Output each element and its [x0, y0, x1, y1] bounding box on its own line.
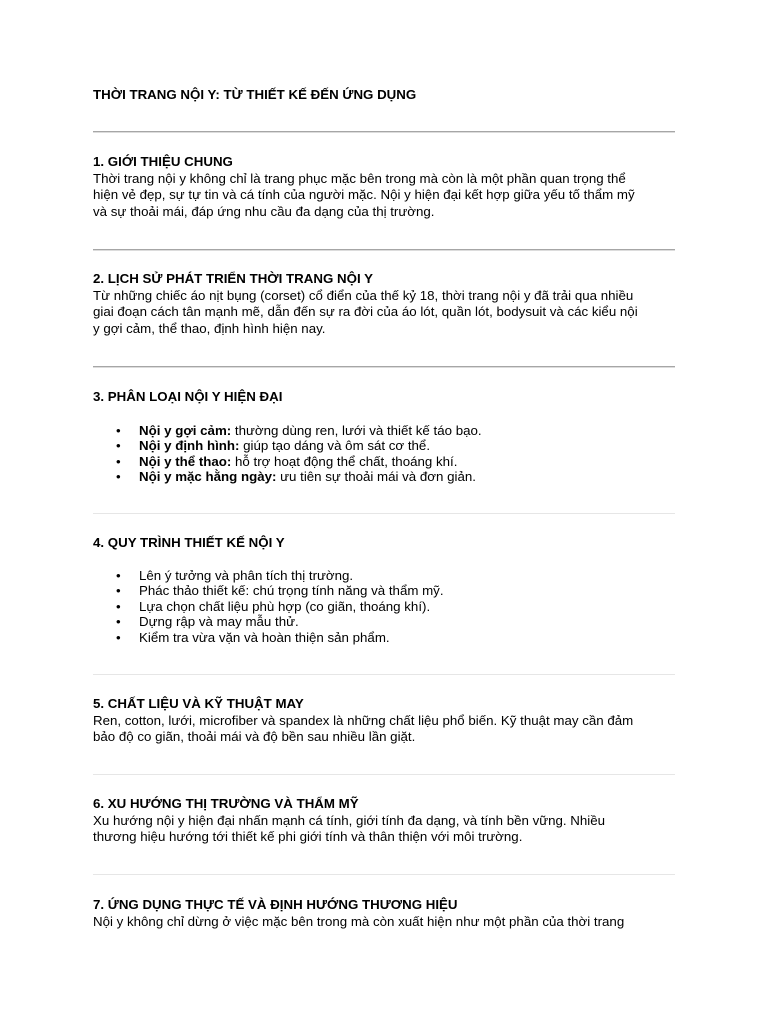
list-item-text: hỗ trợ hoạt động thể chất, thoáng khí. [231, 453, 458, 469]
list-item: • Lựa chọn chất liệu phù hợp (co giãn, thoáng khí). [93, 599, 676, 615]
paragraph-line: giai đoạn cách tân mạnh mẽ, dẫn đến sự ra đời của áo lót, quần lót, bodysuit và các kiểu nội [93, 304, 638, 320]
section-heading: 6. XU HƯỚNG THỊ TRƯỜNG VÀ THẨM MỸ [93, 796, 359, 811]
list-item [93, 454, 676, 470]
section-classification [93, 389, 676, 485]
section-materials [93, 696, 676, 746]
list-item [93, 469, 676, 485]
list-item-term: Nội y định hình: [139, 438, 240, 454]
section-paragraph [93, 171, 676, 221]
section-introduction [93, 154, 676, 220]
section-paragraph [93, 713, 676, 746]
document-title: THỜI TRANG NỘI Y: TỪ THIẾT KẾ ĐẾN ỨNG DỤNG [93, 87, 417, 102]
divider [93, 249, 675, 251]
divider [93, 366, 675, 368]
paragraph-line: Xu hướng nội y hiện đại nhấn mạnh cá tính, giới tính đa dạng, và tính bền vững. Nhiều [93, 812, 606, 828]
list-item: • Phác thảo thiết kế: chú trọng tính năng và thẩm mỹ. [93, 583, 676, 599]
paragraph-line: y gợi cảm, thể thao, định hình hiện nay. [93, 320, 326, 336]
section-paragraph [93, 288, 676, 338]
divider [93, 874, 675, 875]
list-item: • Kiểm tra vừa vặn và hoàn thiện sản phẩm. [93, 630, 676, 646]
list-item-term: Nội y mặc hằng ngày: [139, 469, 277, 485]
section-heading: 5. CHẤT LIỆU VÀ KỸ THUẬT MAY [93, 696, 304, 711]
divider [93, 774, 675, 775]
section-paragraph [93, 914, 676, 931]
list-item-text: ưu tiên sự thoải mái và đơn giản. [276, 469, 476, 485]
list-item-term: Nội y thể thao: [139, 453, 232, 469]
list-item: • Dựng rập và may mẫu thử. [93, 614, 676, 630]
list-item-text: giúp tạo dáng và ôm sát cơ thể. [239, 438, 431, 454]
section-heading: 3. PHÂN LOẠI NỘI Y HIỆN ĐẠI [93, 389, 283, 404]
section-heading: 7. ỨNG DỤNG THỰC TẾ VÀ ĐỊNH HƯỚNG THƯƠNG HIỆU [93, 897, 458, 912]
process-list [93, 568, 676, 646]
paragraph-line: Nội y không chỉ dừng ở việc mặc bên trong mà còn xuất hiện như một phần của thời trang [93, 913, 625, 929]
category-list [93, 423, 676, 485]
paragraph-line: Từ những chiếc áo nịt bụng (corset) cổ điển của thế kỷ 18, thời trang nội y đã trải qua nhiều [93, 287, 634, 303]
divider [93, 513, 675, 514]
section-history [93, 271, 676, 337]
section-applications [93, 897, 676, 930]
list-item-term: Nội y gợi cảm: [139, 422, 232, 438]
divider [93, 674, 675, 675]
list-item-text: thường dùng ren, lưới và thiết kế táo bạo. [231, 422, 482, 438]
section-heading: 4. QUY TRÌNH THIẾT KẾ NỘI Y [93, 535, 285, 550]
paragraph-line: và sự thoải mái, đáp ứng nhu cầu đa dạng của thị trường. [93, 203, 435, 219]
paragraph-line: bảo độ co giãn, thoải mái và độ bền sau nhiều lần giặt. [93, 729, 416, 745]
list-item [93, 438, 676, 454]
paragraph-line: Ren, cotton, lưới, microfiber và spandex là những chất liệu phổ biến. Kỹ thuật may cần đảm [93, 712, 634, 728]
section-design-process [93, 535, 676, 646]
section-heading: 2. LỊCH SỬ PHÁT TRIỂN THỜI TRANG NỘI Y [93, 271, 373, 286]
list-item: • Lên ý tưởng và phân tích thị trường. [93, 568, 676, 584]
divider [93, 131, 675, 133]
paragraph-line: hiện vẻ đẹp, sự tự tin và cá tính của người mặc. Nội y hiện đại kết hợp giữa yếu tố thẩm mỹ [93, 187, 635, 203]
section-paragraph [93, 813, 676, 846]
paragraph-line: Thời trang nội y không chỉ là trang phục mặc bên trong mà còn là một phần quan trọng thể [93, 170, 626, 186]
section-trends [93, 796, 676, 846]
paragraph-line: thương hiệu hướng tới thiết kế phi giới tính và thân thiện với môi trường. [93, 829, 523, 845]
section-heading: 1. GIỚI THIỆU CHUNG [93, 154, 233, 169]
list-item [93, 423, 676, 439]
